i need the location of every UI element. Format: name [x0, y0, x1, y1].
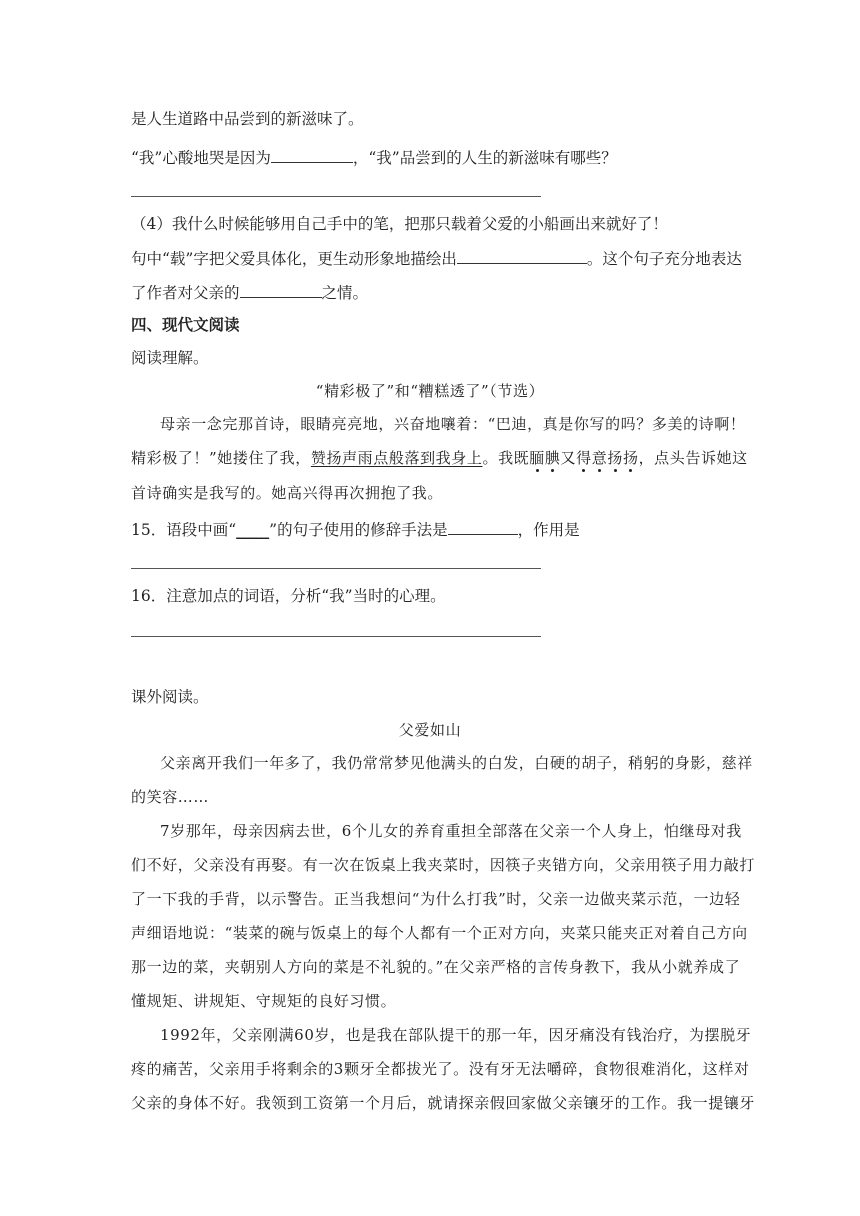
- passage-line: 7岁那年，母亲因病去世，6个儿女的养育重担全部落在父亲一个人身上，怕继母对我: [160, 822, 742, 840]
- passage-paragraph: 母亲一念完那首诗，眼睛亮亮地，兴奋地嚷着：“巴迪，真是你写的吗？多美的诗啊！: [160, 415, 746, 433]
- answer-blank[interactable]: [240, 280, 322, 298]
- dotted-word: 腼腆又得意扬扬: [529, 449, 639, 467]
- passage-line: 1992年，父亲刚满60岁，也是我在部队提干的那一年，因牙痛没有钱治疗，为摆脱牙: [160, 1026, 752, 1044]
- reading-label: 课外阅读。: [131, 688, 209, 706]
- answer-line[interactable]: [131, 196, 541, 197]
- passage-line: 父亲的身体不好。我领到工资第一个月后，就请探亲假回家做父亲镶牙的工作。我一提镶牙: [131, 1094, 756, 1112]
- passage-line: 那一边的菜，夹朝别人方向的菜是不礼貌的。”在父亲严格的言传身教下，我从小就养成了: [131, 958, 741, 976]
- q3-question-line: “我”心酸地哭是因为 ，“我”品尝到的人生的新滋味有哪些？: [131, 145, 617, 169]
- question-16: 16．注意加点的词语，分析“我”当时的心理。: [131, 587, 446, 605]
- passage-line: 们不好，父亲没有再娶。有一次在饭桌上我夹菜时，因筷子夹错方向，父亲用筷子用力敲打: [131, 856, 756, 874]
- answer-blank[interactable]: [448, 517, 518, 535]
- passage-line: 了一下我的手背，以示警告。正当我想问“为什么打我”时，父亲一边做夹菜示范，一边轻: [131, 890, 741, 908]
- q3-text-line: 是人生道路中品尝到的新滋味了。: [131, 110, 364, 128]
- passage-line: 的笑容……: [131, 788, 210, 806]
- question-15: 15．语段中画“______”的句子使用的修辞手法是 ，作用是: [131, 517, 580, 543]
- q4-question-line: 句中“载”字把父爱具体化，更生动形象地描绘出 。这个句子充分地表达: [131, 246, 742, 270]
- passage-paragraph-line: 精彩极了！”她搂住了我，赞扬声雨点般落到我身上。我既腼腆又得意扬扬，点头告诉她这: [131, 449, 748, 467]
- answer-blank[interactable]: [457, 246, 587, 264]
- answer-blank[interactable]: [271, 145, 353, 163]
- answer-line[interactable]: [131, 636, 541, 637]
- passage-line: 懂规矩、讲规矩、守规矩的良好习惯。: [131, 992, 397, 1010]
- reading-label: 阅读理解。: [131, 349, 209, 367]
- section-title: 四、现代文阅读: [131, 315, 240, 334]
- passage-paragraph-line: 首诗确实是我写的。她高兴得再次拥抱了我。: [131, 484, 444, 502]
- q4-question-line-2: 了作者对父亲的 之情。: [131, 280, 368, 304]
- passage-line: 声细语地说：“装菜的碗与饭桌上的每个人都有一个正对方向，夹菜只能夹正对着自己方向: [131, 924, 748, 942]
- passage-line: 父亲离开我们一年多了，我仍常常梦见他满头的白发，白硬的胡子，稍躬的身影，慈祥: [160, 754, 753, 772]
- answer-line[interactable]: [131, 568, 541, 569]
- passage-line: 疼的痛苦，父亲用手将剩余的3颗牙全都拔光了。没有牙无法嚼碎，食物很难消化，这样对: [131, 1060, 750, 1078]
- q4-sentence: （4）我什么时候能够用自己手中的笔，把那只载着父爱的小船画出来就好了！: [131, 215, 668, 233]
- passage-title: 父爱如山: [398, 721, 462, 739]
- passage-title: “精彩极了”和“糟糕透了”（节选）: [315, 382, 545, 400]
- underlined-sentence: 赞扬声雨点般落到我身上: [310, 449, 483, 467]
